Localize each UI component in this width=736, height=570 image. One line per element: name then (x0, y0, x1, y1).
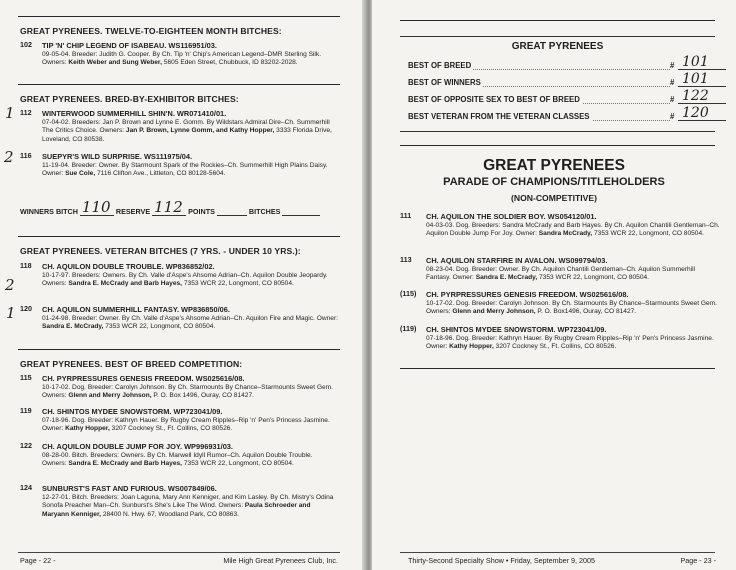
right-page (372, 0, 736, 570)
entry-number: (115) (400, 289, 417, 298)
award-hash: # (670, 61, 675, 70)
entry-address: 3333 Florida Drive, Loveland, CO 80538. (42, 127, 332, 143)
entry-address: 7353 WCR 22, Longmont, CO 80504. (183, 280, 294, 288)
entry-details: 12-27-01. Bitch. Breeders: Joan Laguna, Mary Ann Kenniger, and Kim Lasley. By Ch. Mistry's Odina Sonofa Preacher Man–Ch. Sunburst's She's Like The Wind. Owners: (42, 493, 334, 510)
entry-owner: Glenn and Merry Johnson, (68, 392, 152, 400)
entry-address: 5605 Eden Street, Chubbuck, ID 83202-2028. (163, 59, 298, 67)
footer-club-name: Mile High Great Pyrenees Club, Inc. (223, 556, 338, 565)
entry-name: CH. AQUILON DOUBLE JUMP FOR JOY. WP996931/03. (42, 442, 233, 451)
award-hash: # (670, 78, 675, 87)
entry-119 (20, 407, 338, 434)
entry-118 (20, 262, 338, 289)
entry-number: 122 (20, 441, 32, 450)
entry-address: 7353 WCR 22, Longmont, CO 80504. (539, 274, 649, 282)
parade-subtitle: PARADE OF CHAMPIONS/TITLEHOLDERS (443, 176, 665, 188)
entry-name: CH. PYRPRESSURES GENESIS FREEDOM. WS025616/08. (42, 374, 245, 383)
entry-name: CH. AQUILON DOUBLE TROUBLE. WP836852/02. (42, 262, 215, 271)
entry-number: 124 (20, 483, 32, 492)
entry-name: WINTERWOOD SUMMERHILL SHIN'N. WR071410/01. (42, 109, 227, 118)
entry-name: TIP 'N' CHIP LEGEND OF ISABEAU. WS116951/03. (42, 41, 217, 50)
award-label: BEST OF BREED (408, 61, 472, 70)
left-page (0, 0, 364, 570)
award-label: BEST VETERAN FROM THE VETERAN CLASSES (408, 112, 590, 121)
award-value: 122 (682, 88, 709, 104)
awards-title: GREAT PYRENEES (511, 41, 604, 52)
entry-number: 115 (20, 373, 32, 382)
entry-details: 07-04-02. Breeders: Jan P. Brown and Lynne E. Gomm. By Wildstars Admiral Dire–Ch. Summerhill The Critics Choice. Owners: (42, 118, 330, 135)
parade-entry-113 (400, 256, 720, 283)
parade-title: GREAT PYRENEES (483, 157, 625, 174)
entry-details: 07-18-96. Dog. Breeder: Kathryn Hauer. By Rugby Cream Ripples–Rip 'n' Pen's Princess Jasmine. Owner: (426, 334, 714, 351)
reserve-blank (152, 198, 186, 216)
section-title-12-18-month-bitches: GREAT PYRENEES. TWELVE-TO-EIGHTEEN MONTH BITCHES: (20, 26, 282, 36)
section-rule (400, 368, 715, 369)
parade-entry-111 (400, 212, 720, 239)
entry-number: 116 (20, 151, 32, 160)
parade-entry-119 (400, 325, 720, 352)
winners-bitch-blank (80, 198, 114, 216)
entry-number: 102 (20, 40, 32, 49)
entry-details: 10-17-02. Dog. Breeder: Carolyn Johnson. By Ch. Starmounts By Chance–Starmounts Sweet Gem. Owners: (42, 383, 334, 400)
entry-number: 112 (20, 108, 32, 117)
entry-name: CH. AQUILON SUMMERHILL FANTASY. WP836850/06. (42, 305, 230, 314)
entry-address: 3207 Cockney St., Ft. Collins, CO 80526. (111, 425, 233, 433)
entry-details: 09-05-04. Breeder: Judith G. Cooper. By Ch. Tip 'n' Chip's American Legend–DMR Sterling Silk. Owners: (42, 50, 322, 67)
entry-address: 7353 WCR 22, Longmont, CO 80504. (105, 323, 216, 331)
entry-address: 28400 N. Hwy. 67, Woodland Park, CO 80863. (102, 510, 239, 518)
winners-bitch-value: 110 (81, 198, 111, 216)
entry-102 (20, 41, 338, 68)
award-label: BEST OF WINNERS (408, 78, 481, 87)
section-rule (400, 145, 715, 146)
entry-details: 01-24-98. Breeder: Owner. By Ch. Valle d'Aspe's Ahsome Adrian–Ch. Aquilon Fire and Magic. Owner: (42, 314, 338, 322)
section-title-bred-by-exhibitor-bitches: GREAT PYRENEES. BRED-BY-EXHIBITOR BITCHES: (20, 94, 239, 104)
entry-owner: Sandra McCrady, (538, 230, 593, 238)
points-blank (217, 205, 247, 216)
entry-115 (20, 374, 338, 401)
entry-owner: Kathy Hopper, (65, 425, 110, 433)
entry-details: 10-17-02. Dog. Breeder: Carolyn Johnson. By Ch. Starmounts By Chance–Starmounts Sweet Gem. Owners: (426, 299, 718, 316)
section-rule (18, 349, 340, 350)
award-label: BEST OF OPPOSITE SEX TO BEST OF BREED (408, 95, 580, 104)
entry-owner: Sue Cole, (65, 170, 96, 178)
entry-details: 10-17-97. Breeders: Owners. By Ch. Valle d'Aspe's Ahsome Adrian–Ch. Aquilon Double Jeopardy. Owners: (42, 271, 328, 288)
winners-line (20, 198, 320, 216)
entry-name: CH. SHINTOS MYDEE SNOWSTORM. WP723041/09. (42, 407, 223, 416)
footer-rule (18, 552, 340, 553)
entry-122 (20, 442, 338, 469)
section-title-veteran-bitches: GREAT PYRENEES. VETERAN BITCHES (7 YRS. - UNDER 10 YRS.): (20, 246, 301, 256)
entry-owner: Jan P. Brown, Lynne Gomm, and Kathy Hopper, (125, 127, 275, 135)
section-rule (18, 236, 340, 237)
footer-page-number: Page - 23 - (680, 556, 716, 565)
entry-number: 119 (20, 406, 32, 415)
section-title-best-of-breed: GREAT PYRENEES. BEST OF BREED COMPETITION: (20, 359, 243, 369)
top-rule (400, 20, 715, 21)
handwritten-mark: 2 (5, 276, 15, 294)
footer-page-number: Page - 22 - (20, 556, 56, 565)
entry-address: 7116 Clifton Ave., Littleton, CO 80128-5604. (97, 170, 226, 178)
entry-details: 08-23-04. Dog. Breeder: Owner. By Ch. Aquilon Chantili Gentleman–Ch. Aquilon Summerhill Fantasy. Owner: (426, 265, 696, 282)
entry-name: SUNBURST'S FAST AND FURIOUS. WS007849/06. (42, 484, 217, 493)
entry-124 (20, 484, 338, 519)
entry-address: 7353 WCR 22, Longmont, CO 80504. (183, 460, 294, 468)
entry-number: 111 (400, 211, 412, 220)
awards-box (400, 36, 715, 132)
points-label: POINTS (188, 207, 215, 216)
bitches-label: BITCHES (248, 207, 281, 216)
award-hash: # (670, 112, 675, 121)
bitches-blank (282, 205, 320, 216)
entry-number: 120 (20, 304, 32, 313)
entry-owner: Sandra E. McCrady and Barb Hayes, (68, 460, 183, 468)
parade-note: (NON-COMPETITIVE) (511, 193, 597, 203)
entry-details: 04-03-03. Dog. Breeders: Sandra McCrady and Barb Hayes. By Ch. Aquilon Chantili Gentleman–Ch. Aquilon Double Jump For Joy. Owner: (426, 221, 720, 238)
entry-116 (20, 152, 338, 179)
entry-owner: Keith Weber and Sung Weber, (68, 59, 162, 67)
award-value: 120 (682, 105, 709, 121)
footer-rule (400, 552, 715, 553)
entry-owner: Kathy Hopper, (449, 343, 494, 351)
entry-details: 08-28-00. Bitch. Breeders: Owners. By Ch. Marwell Idyll Rumor–Ch. Aquilon Double Trouble. Owners: (42, 451, 313, 468)
section-rule (18, 84, 340, 85)
entry-details: 11-19-04. Breeder: Owner. By Starmount Spark of the Rockies–Ch. Summerhill High Plains Daisy. Owner: (42, 161, 328, 178)
award-value: 101 (682, 71, 709, 87)
entry-number: 118 (20, 261, 32, 270)
entry-name: CH. AQUILON THE SOLDIER BOY. WS054120/01. (426, 212, 597, 221)
parade-entry-115 (400, 290, 720, 317)
entry-name: CH. PYRPRESSURES GENESIS FREEDOM. WS025616/08. (426, 290, 629, 299)
entry-owner: Paula Schroeder and Maryann Kenniger, (42, 502, 311, 518)
entry-address: 3207 Cockney St., Ft. Collins, CO 80526. (495, 343, 617, 351)
entry-number: (119) (400, 324, 417, 333)
winners-bitch-label: WINNERS BITCH (20, 207, 78, 216)
award-value: 101 (682, 54, 709, 70)
entry-112 (20, 109, 338, 144)
reserve-label: RESERVE (115, 207, 151, 216)
entry-address: P. O. Box 1496, Ouray, CO 81427. (153, 392, 254, 400)
entry-owner: Sandra E. McCrady, (475, 274, 538, 282)
award-hash: # (670, 95, 675, 104)
entry-details: 07-18-96. Dog. Breeder: Kathryn Hauer. By Rugby Cream Ripples–Rip 'n' Pen's Princess Jasmine. Owner: (42, 416, 330, 433)
handwritten-mark: 1 (6, 304, 16, 322)
entry-address: P. O. Box1496, Ouray, CO 81427. (537, 308, 637, 316)
top-rule (18, 16, 340, 17)
handwritten-mark: 1 (5, 104, 15, 122)
entry-owner: Sandra E. McCrady, (42, 323, 104, 331)
footer-show-info: Thirty-Second Specialty Show • Friday, September 9, 2005 (408, 556, 595, 565)
entry-owner: Sandra E. McCrady and Barb Hayes, (68, 280, 183, 288)
reserve-value: 112 (154, 198, 183, 216)
handwritten-mark: 2 (4, 148, 14, 166)
entry-name: CH. AQUILON STARFIRE IN AVALON. WS099794/03. (426, 256, 608, 265)
entry-address: 7353 WCR 22, Longmont, CO 80504. (594, 230, 704, 238)
entry-owner: Glenn and Merry Johnson, (452, 308, 536, 316)
entry-name: CH. SHINTOS MYDEE SNOWSTORM. WP723041/09. (426, 325, 607, 334)
entry-name: SUEPYR'S WILD SURPRISE. WS111975/04. (42, 152, 193, 161)
entry-120 (20, 305, 338, 332)
entry-number: 113 (400, 255, 412, 264)
